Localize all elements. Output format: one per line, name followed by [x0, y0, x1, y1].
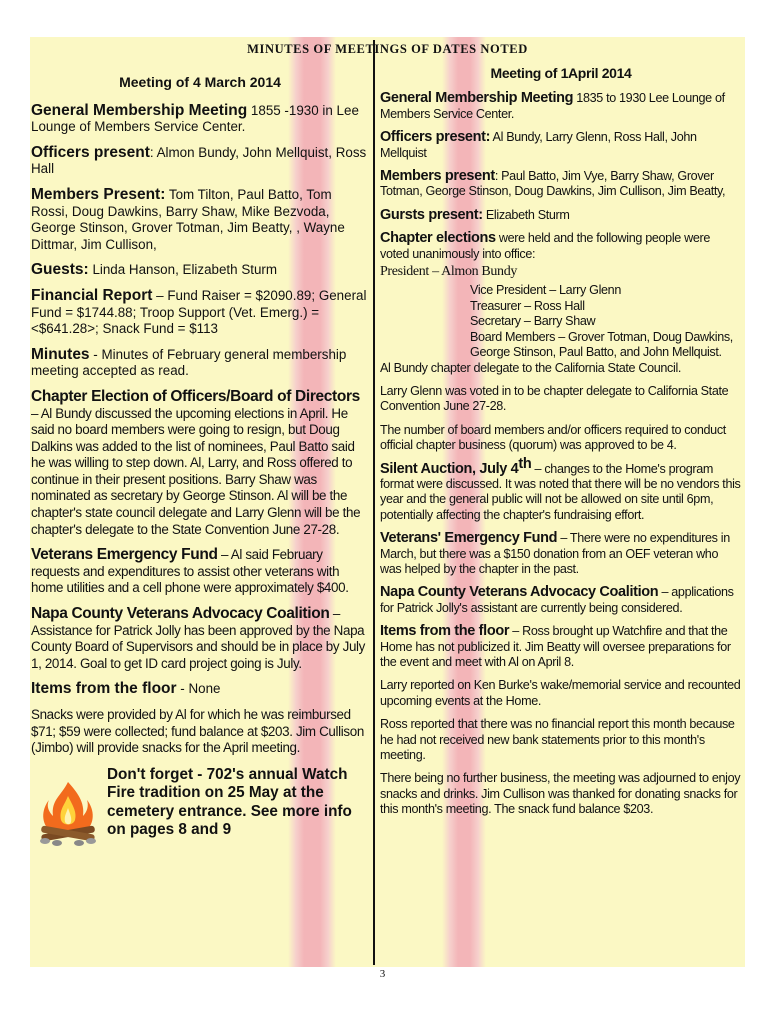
left-guests-head: Guests: [31, 261, 89, 279]
right-column-april [380, 66, 742, 826]
left-vef [31, 547, 369, 597]
right-burke: Larry reported on Ken Burke's wake/memorial service and recounted upcoming events at the Home. [380, 678, 741, 708]
left-general-head: General Membership Meeting [31, 101, 248, 119]
campfire-icon [33, 778, 103, 846]
right-floor-head: Items from the floor [380, 623, 510, 640]
officer-item: George Stinson, Paul Batto, and John Mellquist. [470, 345, 722, 360]
left-members [31, 187, 369, 253]
right-napa-text: – applications for Patrick Jolly's assistant are currently being considered. [380, 585, 734, 615]
left-election-text: – Al Bundy discussed the upcoming elections in April. He said no board members were going to resign, but Doug Dalkins was added to the list of nominees, Paul Batto said he was willing to step down. Al, Larry, and Ross offered to continue in their present positions. Barry Shaw was nominated as secretary by George Stinson. Al will be the chapter's state council delegate and Larry Glenn will be the chapter's delegate to the State Convention June 27-28. [31, 405, 361, 537]
left-napa-text: – Assistance for Patrick Jolly has been approved by the Napa County Board of Supervisors and should be in place by July 1, 2014. Goal to get ID card project going is July. [31, 606, 366, 671]
left-financial-head: Financial Report [31, 286, 153, 304]
right-auction-sup: th [518, 455, 532, 472]
left-minutes-head: Minutes [31, 345, 90, 363]
right-vef-text: – There were no expenditures in March, but there was a $150 donation from an OEF veteran who was helped by the chapter in the past. [380, 531, 730, 576]
left-election-head: Chapter Election of Officers/Board of Directors [31, 387, 360, 405]
page-number: 3 [379, 968, 386, 980]
document-title: MINUTES OF MEETINGS OF DATES NOTED [247, 42, 528, 56]
left-members-text: Tom Tilton, Paul Batto, Tom Rossi, Doug Dawkins, Barry Shaw, Mike Bezvoda, George Stinson, Grover Totman, Jim Beatty, , Wayne Dittmar, Jim Cullison, [31, 186, 345, 252]
right-elections-text: were held and the following people were voted unanimously into office: [380, 231, 710, 261]
right-guests-head: Gursts present: [380, 206, 483, 223]
left-snacks: Snacks were provided by Al for which he was reimbursed $71; $59 were collected; fund balance at $203. Jim Cullison (Jimbo) will provide snacks for the April meeting. [31, 707, 364, 756]
right-napa [380, 585, 742, 616]
left-officers-head: Officers present [31, 143, 150, 161]
right-floor [380, 624, 742, 670]
left-guests [31, 262, 369, 279]
right-elections-head: Chapter elections [380, 230, 496, 247]
left-members-head: Members Present: [31, 185, 166, 203]
left-floor-head: Items from the floor [31, 680, 177, 698]
left-napa-head: Napa County Veterans Advocacy Coalition [31, 605, 330, 623]
right-glenn: Larry Glenn was voted in to be chapter delegate to California State Convention June 27-28. [380, 383, 729, 414]
right-ross: Ross reported that there was no financial report this month because he had not received new bank statements prior to this month's meeting. [380, 717, 735, 763]
officer-item: Secretary – Barry Shaw [470, 314, 596, 329]
officer-item: Vice President – Larry Glenn [470, 283, 621, 298]
officer-item: Treasurer – Ross Hall [470, 298, 585, 313]
president-line: President – Almon Bundy [380, 264, 518, 280]
right-auction-text: – changes to the Home's program format were discussed. It was noted that there will be no vendors this year and the general public will not be allowed on site until 6pm, potentially affecting the chapter's fundraising effort. [380, 461, 741, 522]
right-guests [380, 208, 742, 223]
right-auction-head: Silent Auction, July 4 [380, 460, 519, 477]
right-adjourn: There being no further business, the meeting was adjourned to enjoy snacks and drinks. Jim Cullison was thanked for donating snacks for this month's meeting. The snack fund balance $203. [380, 771, 741, 817]
right-members-text: : Paul Batto, Jim Vye, Barry Shaw, Grover Totman, George Stinson, Doug Dawkins, Jim Cullison, Jim Beatty, [380, 169, 726, 199]
left-floor [31, 681, 369, 698]
left-guests-text: Linda Hanson, Elizabeth Sturm [88, 262, 278, 278]
watchfire-notice [31, 766, 369, 840]
left-officers [31, 145, 369, 178]
right-general-membership [380, 91, 742, 122]
left-napa [31, 606, 369, 672]
right-elections [380, 231, 742, 262]
right-guests-text: Elizabeth Sturm [482, 207, 570, 222]
right-vef [380, 531, 742, 577]
left-vef-head: Veterans Emergency Fund [31, 546, 218, 564]
right-officers-head: Officers present: [380, 129, 491, 146]
right-quorum: The number of board members and/or officers required to conduct official chapter business (quorum) was approved to be 4. [380, 422, 726, 453]
right-general-text: 1835 to 1930 Lee Lounge of Members Service Center. [380, 91, 725, 121]
right-auction [380, 455, 742, 524]
left-minutes-text: - Minutes of February general membership meeting accepted as read. [31, 346, 347, 379]
left-officers-text: : Almon Bundy, John Mellquist, Ross Hall [31, 144, 367, 177]
right-officers-text: Al Bundy, Larry Glenn, Ross Hall, John Mellquist [380, 130, 697, 160]
left-minutes [31, 347, 369, 380]
left-election [31, 389, 369, 538]
officer-item: Board Members – Grover Totman, Doug Dawkins, [470, 329, 733, 344]
meeting-heading-april: Meeting of 1April 2014 [490, 65, 632, 81]
right-members [380, 169, 742, 200]
right-delegate: Al Bundy chapter delegate to the California State Council. [380, 360, 682, 375]
column-divider [373, 40, 375, 965]
left-floor-text: - None [176, 681, 221, 697]
elected-officers-list [470, 283, 742, 360]
left-general-membership [31, 103, 369, 136]
left-general-text: 1855 -1930 in Lee Lounge of Members Service Center. [31, 102, 359, 135]
left-column-march [31, 66, 369, 839]
left-financial [31, 288, 369, 338]
meeting-heading-march: Meeting of 4 March 2014 [119, 74, 281, 90]
watchfire-text: Don't forget - 702's annual Watch Fire tradition on 25 May at the cemetery entrance. See more info on pages 8 and 9 [107, 765, 352, 838]
right-officers [380, 130, 742, 161]
right-general-head: General Membership Meeting [380, 90, 574, 107]
right-vef-head: Veterans' Emergency Fund [380, 530, 558, 547]
right-members-head: Members present [380, 168, 495, 185]
right-napa-head: Napa County Veterans Advocacy Coalition [380, 584, 659, 601]
right-floor-text: – Ross brought up Watchfire and that the Home has not publicized it. Jim Beatty will oversee preparations for the event and meet with Al on April 8. [380, 624, 731, 669]
left-vef-text: – Al said February requests and expenditures to assist other veterans with home utilities and a cell phone were approximately $400. [31, 547, 349, 596]
left-financial-text: – Fund Raiser = $2090.89; General Fund = $1744.88; Troop Support (Vet. Emerg.) = <$641.28>; Snack Fund = $113 [31, 287, 367, 337]
